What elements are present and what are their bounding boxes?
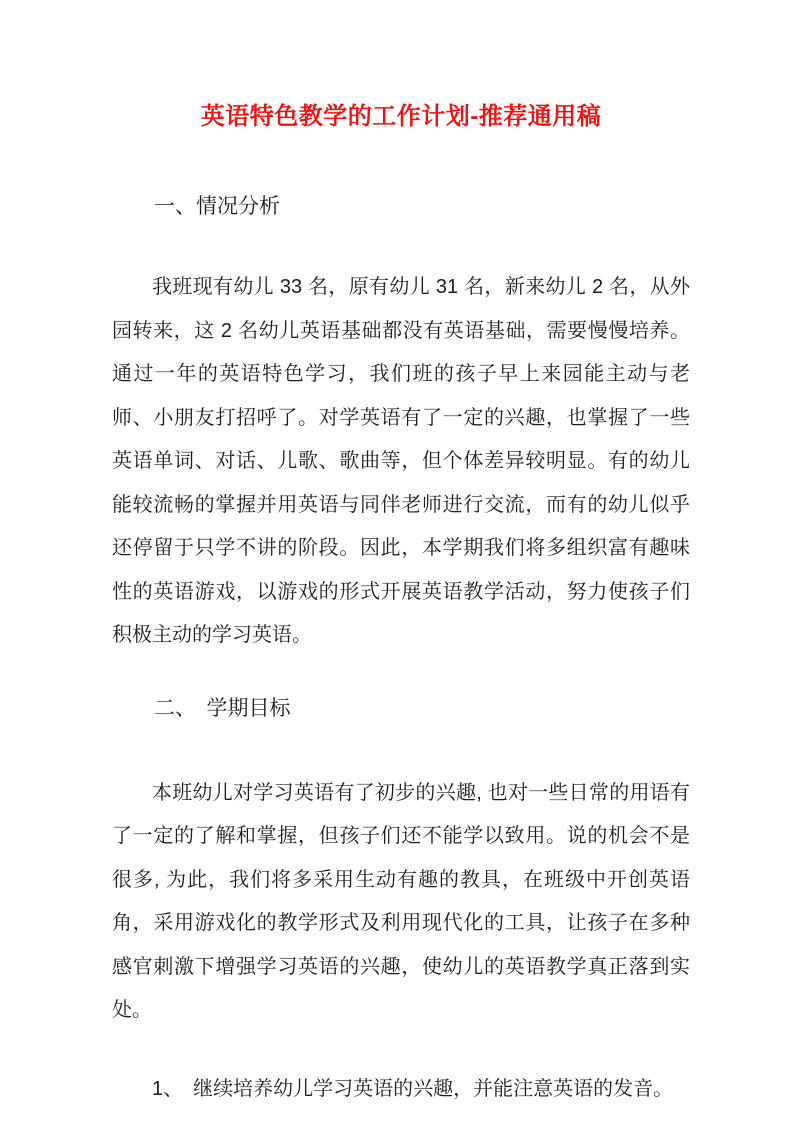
paragraph-situation-analysis: 我班现有幼儿 33 名，原有幼儿 31 名，新来幼儿 2 名，从外园转来，这 2 名幼儿英语基础都没有英语基础，需要慢慢培养。通过一年的英语特色学习，我们班的孩子早上来园能主动与老师、小朋友打招呼了。对学英语有了一定的兴趣，也掌握了一些英语单词、对话、儿歌、歌曲等，但个体差异较明显。有的幼儿能较流畅的掌握并用英语与同伴老师进行交流，而有的幼儿似乎还停留于只学不讲的阶段。因此，本学期我们将多组织富有趣味性的英语游戏，以游戏的形式开展英语教学活动，努力使孩子们积极主动的学习英语。 [112,276,690,646]
section-heading-situation-analysis: 一、情况分析 [154,195,280,218]
section-situation-analysis [112,192,690,658]
list-item-1: 1、 继续培养幼儿学习英语的兴趣，并能注意英语的发音。 [152,1077,674,1100]
section-heading-semester-goals: 二、 学期目标 [154,696,291,720]
section-semester-goals [112,694,690,1112]
document-title: 英语特色教学的工作计划-推荐通用稿 [200,103,602,130]
paragraph-semester-goals: 本班幼儿对学习英语有了初步的兴趣, 也对一些日常的用语有了一定的了解和掌握，但孩子们还不能学以致用。说的机会不是很多, 为此，我们将多采用生动有趣的教具，在班级中开创英语角，采用游戏化的教学形式及利用现代化的工具，让孩子在多种感官刺激下增强学习英语的兴趣，使幼儿的英语教学真正落到实处。 [112,781,690,1021]
